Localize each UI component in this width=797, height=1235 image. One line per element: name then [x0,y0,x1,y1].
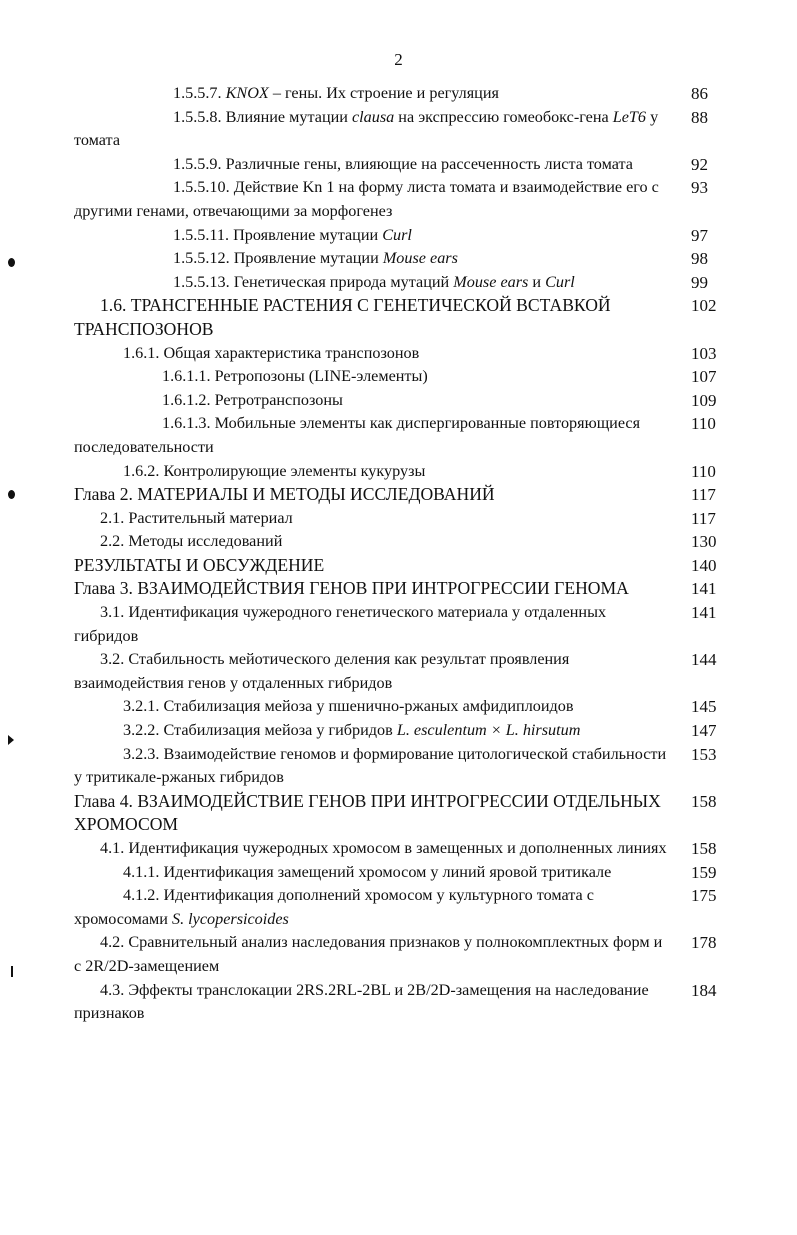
toc-entry[interactable] [74,271,724,295]
toc-entry-page: 117 [691,485,716,505]
toc-entry[interactable] [74,247,724,271]
toc-entry-page: 93 [691,178,708,198]
toc-entry-page: 102 [691,296,717,316]
toc-entry-title: 1.5.5.7. KNOX – гены. Их строение и регуляция [173,84,499,102]
margin-mark-icon [8,490,15,499]
toc-entry[interactable] [74,342,724,366]
toc-entry[interactable] [74,153,724,177]
toc-entry[interactable] [74,224,724,248]
toc-entry[interactable] [74,176,724,223]
toc-entry-page: 107 [691,367,717,387]
margin-mark-icon [8,735,14,745]
toc-entry-page: 175 [691,886,717,906]
toc-entry[interactable] [74,931,724,978]
toc-entry-title: РЕЗУЛЬТАТЫ И ОБСУЖДЕНИЕ [74,554,325,575]
toc-entry-title: 2.1. Растительный материал [100,508,293,527]
margin-mark-icon [8,258,15,267]
toc-entry[interactable] [74,861,724,885]
toc-entry-title: 1.6.1.1. Ретропозоны (LINE-элементы) [162,367,428,386]
toc-entry-page: 159 [691,862,717,882]
toc-entry-page: 178 [691,933,717,953]
toc-entry[interactable] [74,648,724,695]
toc-entry[interactable] [74,412,724,459]
toc-entry-title: 3.1. Идентификация чужеродного генетического материала у отдаленных гибридов [74,603,607,645]
toc-entry-title: 4.1.2. Идентификация дополнений хромосом у культурного томата с хромосомами S. lycopersicoides [74,886,594,928]
toc-entry-page: 103 [691,343,717,363]
toc-entry-title: Глава 2. МАТЕРИАЛЫ И МЕТОДЫ ИССЛЕДОВАНИЙ [74,484,495,505]
toc-entry[interactable] [74,294,724,341]
toc-entry-page: 145 [691,697,717,717]
toc-entry-page: 141 [691,603,717,623]
toc-entry[interactable] [74,577,724,601]
toc-entry[interactable] [74,554,724,578]
toc-entry-page: 140 [691,555,717,575]
toc-entry-page: 86 [691,84,708,103]
toc-entry[interactable] [74,365,724,389]
toc-entry-page: 99 [691,272,708,292]
toc-entry-title: 1.5.5.9. Различные гены, влияющие на рассеченность листа томата [173,154,633,173]
toc-entry-title: 1.5.5.10. Действие Kn 1 на форму листа томата и взаимодействие его с другими генами, отвечающими за морфогенез [74,178,659,220]
toc-entry[interactable] [74,530,724,554]
toc-entry-page: 97 [691,225,708,245]
toc-entry-page: 153 [691,744,717,764]
toc-entry-page: 184 [691,980,717,1000]
toc-entry-title: 4.3. Эффекты транслокации 2RS.2RL-2BL и 2B/2D-замещения на наследование признаков [74,980,649,1023]
toc-entry-title: 1.5.5.12. Проявление мутации Mouse ears [173,249,458,268]
toc-entry-page: 117 [691,508,716,528]
page-number: 2 [394,50,403,69]
toc-entry[interactable] [74,695,724,719]
toc-entry[interactable] [74,106,724,153]
toc-entry[interactable] [74,389,724,413]
toc-entry[interactable] [74,719,724,743]
toc-entry[interactable] [74,460,724,484]
toc-entry-title: 1.5.5.11. Проявление мутации Curl [173,225,412,244]
toc-entry[interactable] [74,837,724,861]
toc-entry-page: 147 [691,721,717,741]
toc-entry-title: 1.5.5.8. Влияние мутации clausa на экспрессию гомеобокс-гена LeT6 у томата [74,107,659,150]
toc-entry-title: 2.2. Методы исследований [100,532,283,551]
toc-entry-page: 130 [691,532,717,552]
toc-entry[interactable] [74,507,724,531]
toc-entry-page: 98 [691,249,708,269]
toc-entry-page: 158 [691,791,717,811]
toc-entry-page: 144 [691,650,717,670]
toc-entry-title: 3.2.3. Взаимодействие геномов и формирование цитологической стабильности у тритикале-ржаных гибридов [74,744,667,787]
toc-entry-title: 3.2. Стабильность мейотического деления как результат проявления взаимодействия генов у отдаленных гибридов [74,650,570,692]
margin-mark-icon [11,966,13,977]
table-of-contents [74,82,724,1026]
toc-entry-title: Глава 4. ВЗАИМОДЕЙСТВИЕ ГЕНОВ ПРИ ИНТРОГРЕССИИ ОТДЕЛЬНЫХ ХРОМОСОМ [74,790,661,835]
toc-entry-page: 92 [691,154,708,174]
toc-entry[interactable] [74,483,724,507]
toc-entry-title: Глава 3. ВЗАИМОДЕЙСТВИЯ ГЕНОВ ПРИ ИНТРОГРЕССИИ ГЕНОМА [74,578,629,599]
toc-entry-title: 1.6.1.2. Ретротранспозоны [162,390,343,409]
toc-entry-title: 1.6.1. Общая характеристика транспозонов [123,343,420,362]
toc-entry-title: 4.2. Сравнительный анализ наследования признаков у полнокомплектных форм и с 2R/2D-замещением [74,933,663,975]
toc-entry[interactable] [74,82,724,106]
toc-entry-page: 158 [691,839,717,858]
toc-entry[interactable] [74,979,724,1026]
toc-entry-title: 1.6.2. Контролирующие элементы кукурузы [123,461,426,480]
toc-entry[interactable] [74,884,724,931]
toc-entry-title: 1.6.1.3. Мобильные элементы как диспергированные повторяющиеся последовательности [74,414,641,456]
toc-entry-title: 1.6. ТРАНСГЕННЫЕ РАСТЕНИЯ С ГЕНЕТИЧЕСКОЙ ВСТАВКОЙ ТРАНСПОЗОНОВ [74,295,611,339]
toc-entry-title: 3.2.1. Стабилизация мейоза у пшенично-ржаных амфидиплоидов [123,697,574,716]
toc-entry-page: 109 [691,390,717,410]
toc-entry-page: 88 [691,107,708,127]
toc-entry-title: 4.1.1. Идентификация замещений хромосом у линий яровой тритикале [123,862,612,881]
toc-entry-page: 110 [691,414,716,434]
toc-entry-title: 4.1. Идентификация чужеродных хромосом в замещенных и дополненных линиях [100,839,667,857]
toc-entry-page: 110 [691,461,716,481]
toc-entry-title: 3.2.2. Стабилизация мейоза у гибридов L. esculentum × L. hirsutum [123,721,581,740]
toc-entry[interactable] [74,790,724,837]
toc-entry[interactable] [74,743,724,790]
toc-entry[interactable] [74,601,724,648]
toc-entry-title: 1.5.5.13. Генетическая природа мутаций Mouse ears и Curl [173,272,575,291]
toc-entry-page: 141 [691,579,717,599]
